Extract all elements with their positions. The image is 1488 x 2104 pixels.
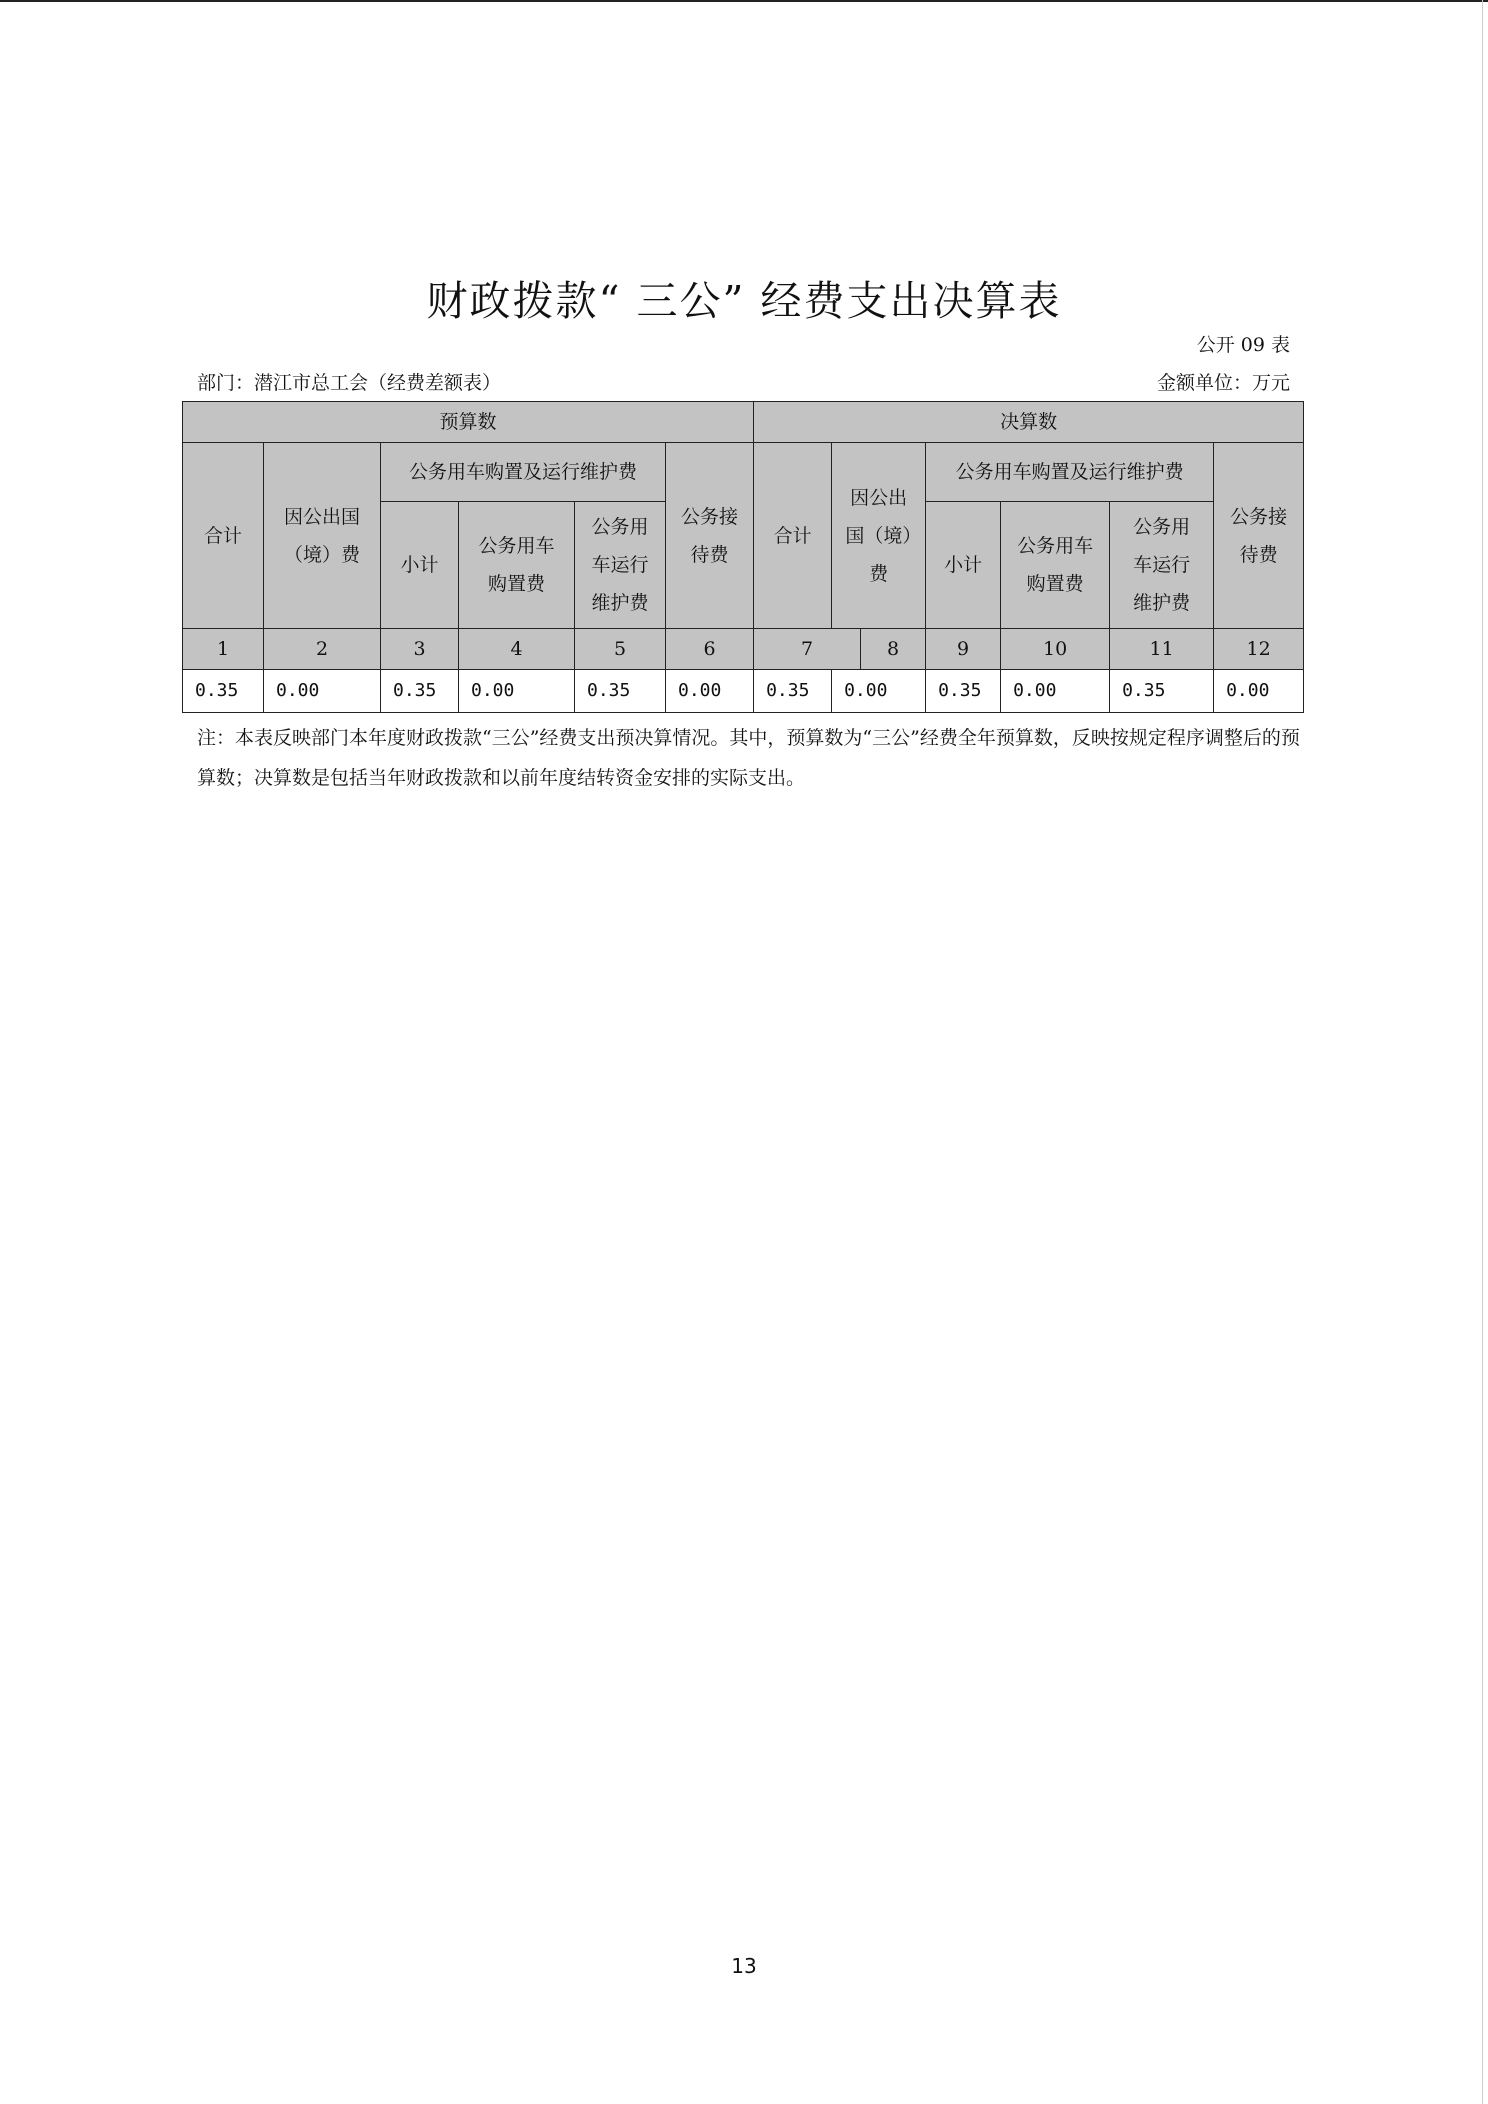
value-cell: 0.35 [381, 670, 459, 713]
value-cell: 0.35 [183, 670, 264, 713]
column-number: 10 [1001, 629, 1110, 670]
value-cell: 0.35 [754, 670, 832, 713]
value-cell: 0.00 [1214, 670, 1304, 713]
value-cell: 0.35 [926, 670, 1001, 713]
value-cell: 0.00 [1001, 670, 1110, 713]
column-number: 7 [754, 629, 861, 670]
column-number: 3 [381, 629, 459, 670]
budget-reception-header: 公务接待费 [666, 443, 754, 629]
final-reception-header: 公务接待费 [1214, 443, 1304, 629]
budget-total-header: 合计 [183, 443, 264, 629]
budget-group-header: 预算数 [183, 402, 754, 443]
column-number: 11 [1110, 629, 1214, 670]
value-cell: 0.00 [832, 670, 926, 713]
final-vehicle-purchase-header: 公务用车购置费 [1001, 502, 1110, 629]
column-number: 4 [459, 629, 575, 670]
final-abroad-header: 因公出国（境）费 [832, 443, 926, 629]
value-cell: 0.35 [575, 670, 666, 713]
page-top-border [0, 0, 1488, 2]
amount-unit-label: 金额单位：万元 [1156, 372, 1290, 394]
final-total-header: 合计 [754, 443, 832, 629]
value-cell: 0.00 [459, 670, 575, 713]
table-footnote: 注：本表反映部门本年度财政拨款“三公”经费支出预决算情况。其中，预算数为“三公”经费全年预算数，反映按规定程序调整后的预算数；决算数是包括当年财政拨款和以前年度结转资金安排的实际支出。 [197, 727, 1300, 789]
budget-subtotal-header: 小计 [381, 502, 459, 629]
value-cell: 0.00 [264, 670, 381, 713]
budget-abroad-header: 因公出国（境）费 [264, 443, 381, 629]
column-number: 12 [1214, 629, 1304, 670]
page-title: 财政拨款“ 三公” 经费支出决算表 [426, 277, 1062, 325]
column-number: 9 [926, 629, 1001, 670]
column-number: 2 [264, 629, 381, 670]
column-number: 5 [575, 629, 666, 670]
budget-vehicle-operation-header: 公务用车运行维护费 [575, 502, 666, 629]
page-number: 13 [731, 1954, 757, 1978]
value-cell: 0.35 [1110, 670, 1214, 713]
final-group-header: 决算数 [754, 402, 1304, 443]
value-cell: 0.00 [666, 670, 754, 713]
final-vehicle-group-header: 公务用车购置及运行维护费 [926, 443, 1214, 502]
final-subtotal-header: 小计 [926, 502, 1001, 629]
column-number: 6 [666, 629, 754, 670]
budget-vehicle-group-header: 公务用车购置及运行维护费 [381, 443, 666, 502]
department-label: 部门：潜江市总工会（经费差额表） [197, 372, 502, 394]
column-number: 1 [183, 629, 264, 670]
budget-vehicle-purchase-header: 公务用车购置费 [459, 502, 575, 629]
column-number: 8 [861, 629, 926, 670]
table-code-label: 公开 09 表 [1196, 334, 1290, 356]
three-public-expenses-table [182, 401, 1304, 713]
final-vehicle-operation-header: 公务用车运行维护费 [1110, 502, 1214, 629]
